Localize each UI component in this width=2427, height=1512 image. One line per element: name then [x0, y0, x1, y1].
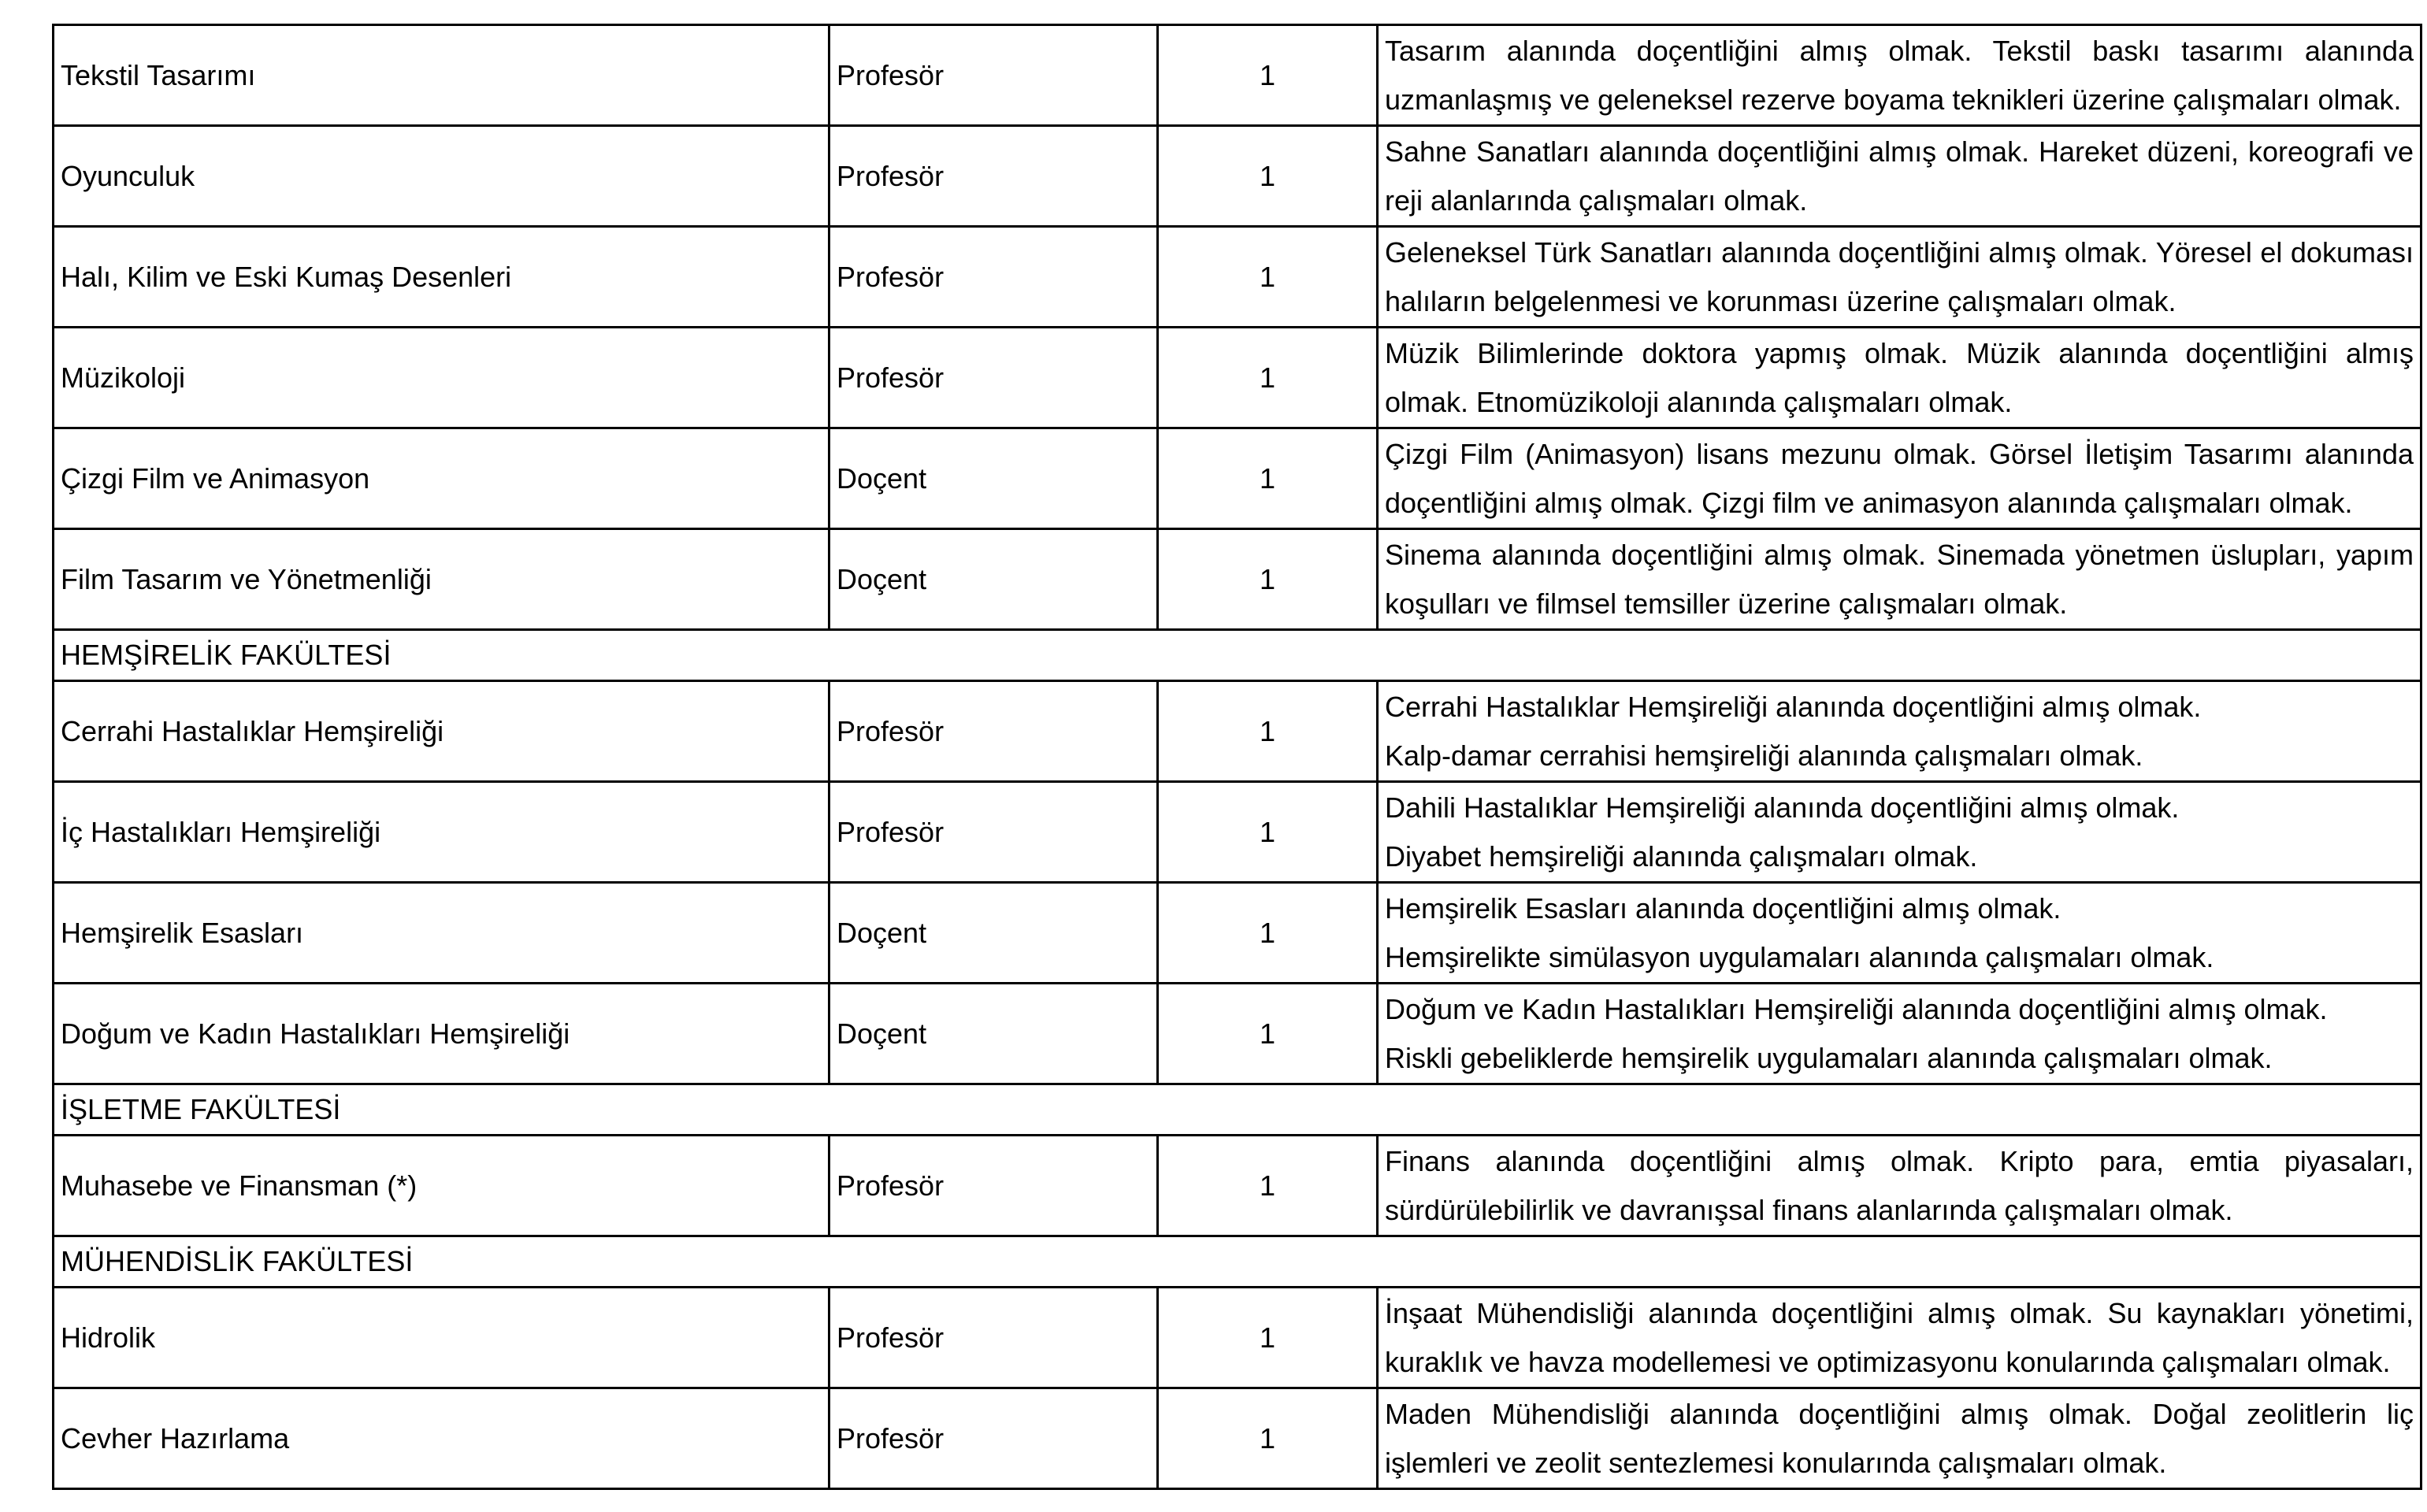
table-row — [54, 428, 2421, 529]
table-row — [54, 681, 2421, 782]
position-count-cell: 1 — [1158, 984, 1378, 1084]
requirement-cell: Sinema alanında doçentliğini almış olmak. Sinemada yönetmen üslupları, yapım koşulları ve filmsel temsiller üzerine çalışmaları olmak. — [1378, 529, 2421, 630]
academic-title-cell: Doçent — [829, 428, 1158, 529]
requirement-cell: Finans alanında doçentliğini almış olmak. Kripto para, emtia piyasaları, sürdürülebilirlik ve davranışsal finans alanlarında çalışmaları olmak. — [1378, 1136, 2421, 1236]
department-cell: Doğum ve Kadın Hastalıkları Hemşireliği — [54, 984, 829, 1084]
table-row — [54, 126, 2421, 227]
requirement-cell: Cerrahi Hastalıklar Hemşireliği alanında doçentliğini almış olmak. Kalp-damar cerrahisi hemşireliği alanında çalışmaları olmak. — [1378, 681, 2421, 782]
position-count-cell: 1 — [1158, 782, 1378, 883]
faculty-section-row — [54, 1236, 2421, 1288]
requirement-cell: Müzik Bilimlerinde doktora yapmış olmak. Müzik alanında doçentliğini almış olmak. Etnomüzikoloji alanında çalışmaları olmak. — [1378, 328, 2421, 428]
requirement-cell: Hemşirelik Esasları alanında doçentliğini almış olmak. Hemşirelikte simülasyon uygulamaları alanında çalışmaları olmak. — [1378, 883, 2421, 984]
academic-title-cell: Profesör — [829, 1388, 1158, 1489]
requirement-cell: İnşaat Mühendisliği alanında doçentliğini almış olmak. Su kaynakları yönetimi, kuraklık ve havza modellemesi ve optimizasyonu konularında çalışmaları olmak. — [1378, 1288, 2421, 1388]
table-row — [54, 782, 2421, 883]
department-cell: Halı, Kilim ve Eski Kumaş Desenleri — [54, 227, 829, 328]
table-row — [54, 529, 2421, 630]
position-count-cell: 1 — [1158, 328, 1378, 428]
department-cell: Hemşirelik Esasları — [54, 883, 829, 984]
department-cell: Çizgi Film ve Animasyon — [54, 428, 829, 529]
position-count-cell: 1 — [1158, 126, 1378, 227]
position-count-cell: 1 — [1158, 883, 1378, 984]
requirement-cell: Çizgi Film (Animasyon) lisans mezunu olmak. Görsel İletişim Tasarımı alanında doçentliğini almış olmak. Çizgi film ve animasyon alanında çalışmaları olmak. — [1378, 428, 2421, 529]
department-cell: Cevher Hazırlama — [54, 1388, 829, 1489]
requirement-cell: Maden Mühendisliği alanında doçentliğini almış olmak. Doğal zeolitlerin liç işlemleri ve zeolit sentezlemesi konularında çalışmaları olmak. — [1378, 1388, 2421, 1489]
position-count-cell: 1 — [1158, 1136, 1378, 1236]
academic-title-cell: Profesör — [829, 227, 1158, 328]
table-row — [54, 883, 2421, 984]
department-cell: Hidrolik — [54, 1288, 829, 1388]
faculty-heading: HEMŞİRELİK FAKÜLTESİ — [54, 630, 2421, 681]
table-row — [54, 1136, 2421, 1236]
academic-title-cell: Profesör — [829, 25, 1158, 126]
position-count-cell: 1 — [1158, 681, 1378, 782]
academic-title-cell: Doçent — [829, 529, 1158, 630]
department-cell: Film Tasarım ve Yönetmenliği — [54, 529, 829, 630]
table-row — [54, 25, 2421, 126]
position-count-cell: 1 — [1158, 25, 1378, 126]
academic-title-cell: Profesör — [829, 1136, 1158, 1236]
department-cell: Müzikoloji — [54, 328, 829, 428]
table-row — [54, 328, 2421, 428]
academic-title-cell: Profesör — [829, 681, 1158, 782]
position-count-cell: 1 — [1158, 1288, 1378, 1388]
requirement-cell: Sahne Sanatları alanında doçentliğini almış olmak. Hareket düzeni, koreografi ve reji alanlarında çalışmaları olmak. — [1378, 126, 2421, 227]
requirement-cell: Dahili Hastalıklar Hemşireliği alanında doçentliğini almış olmak. Diyabet hemşireliği alanında çalışmaları olmak. — [1378, 782, 2421, 883]
faculty-section-row — [54, 630, 2421, 681]
department-cell: Muhasebe ve Finansman (*) — [54, 1136, 829, 1236]
academic-title-cell: Profesör — [829, 126, 1158, 227]
table-row — [54, 984, 2421, 1084]
position-count-cell: 1 — [1158, 428, 1378, 529]
department-cell: Cerrahi Hastalıklar Hemşireliği — [54, 681, 829, 782]
department-cell: Oyunculuk — [54, 126, 829, 227]
table-row — [54, 1388, 2421, 1489]
staff-positions-table — [52, 24, 2422, 1490]
faculty-section-row — [54, 1084, 2421, 1136]
requirement-cell: Doğum ve Kadın Hastalıkları Hemşireliği alanında doçentliğini almış olmak. Riskli gebeliklerde hemşirelik uygulamaları alanında çalışmaları olmak. — [1378, 984, 2421, 1084]
department-cell: İç Hastalıkları Hemşireliği — [54, 782, 829, 883]
requirement-cell: Geleneksel Türk Sanatları alanında doçentliğini almış olmak. Yöresel el dokuması halıların belgelenmesi ve korunması üzerine çalışmaları olmak. — [1378, 227, 2421, 328]
table-row — [54, 1288, 2421, 1388]
faculty-heading: İŞLETME FAKÜLTESİ — [54, 1084, 2421, 1136]
position-count-cell: 1 — [1158, 1388, 1378, 1489]
academic-title-cell: Profesör — [829, 328, 1158, 428]
table-row — [54, 227, 2421, 328]
academic-title-cell: Doçent — [829, 883, 1158, 984]
position-count-cell: 1 — [1158, 529, 1378, 630]
department-cell: Tekstil Tasarımı — [54, 25, 829, 126]
academic-title-cell: Profesör — [829, 1288, 1158, 1388]
requirement-cell: Tasarım alanında doçentliğini almış olmak. Tekstil baskı tasarımı alanında uzmanlaşmış ve geleneksel rezerve boyama teknikleri üzerine çalışmaları olmak. — [1378, 25, 2421, 126]
academic-title-cell: Profesör — [829, 782, 1158, 883]
table-body — [54, 25, 2421, 1489]
faculty-heading: MÜHENDİSLİK FAKÜLTESİ — [54, 1236, 2421, 1288]
position-count-cell: 1 — [1158, 227, 1378, 328]
academic-title-cell: Doçent — [829, 984, 1158, 1084]
